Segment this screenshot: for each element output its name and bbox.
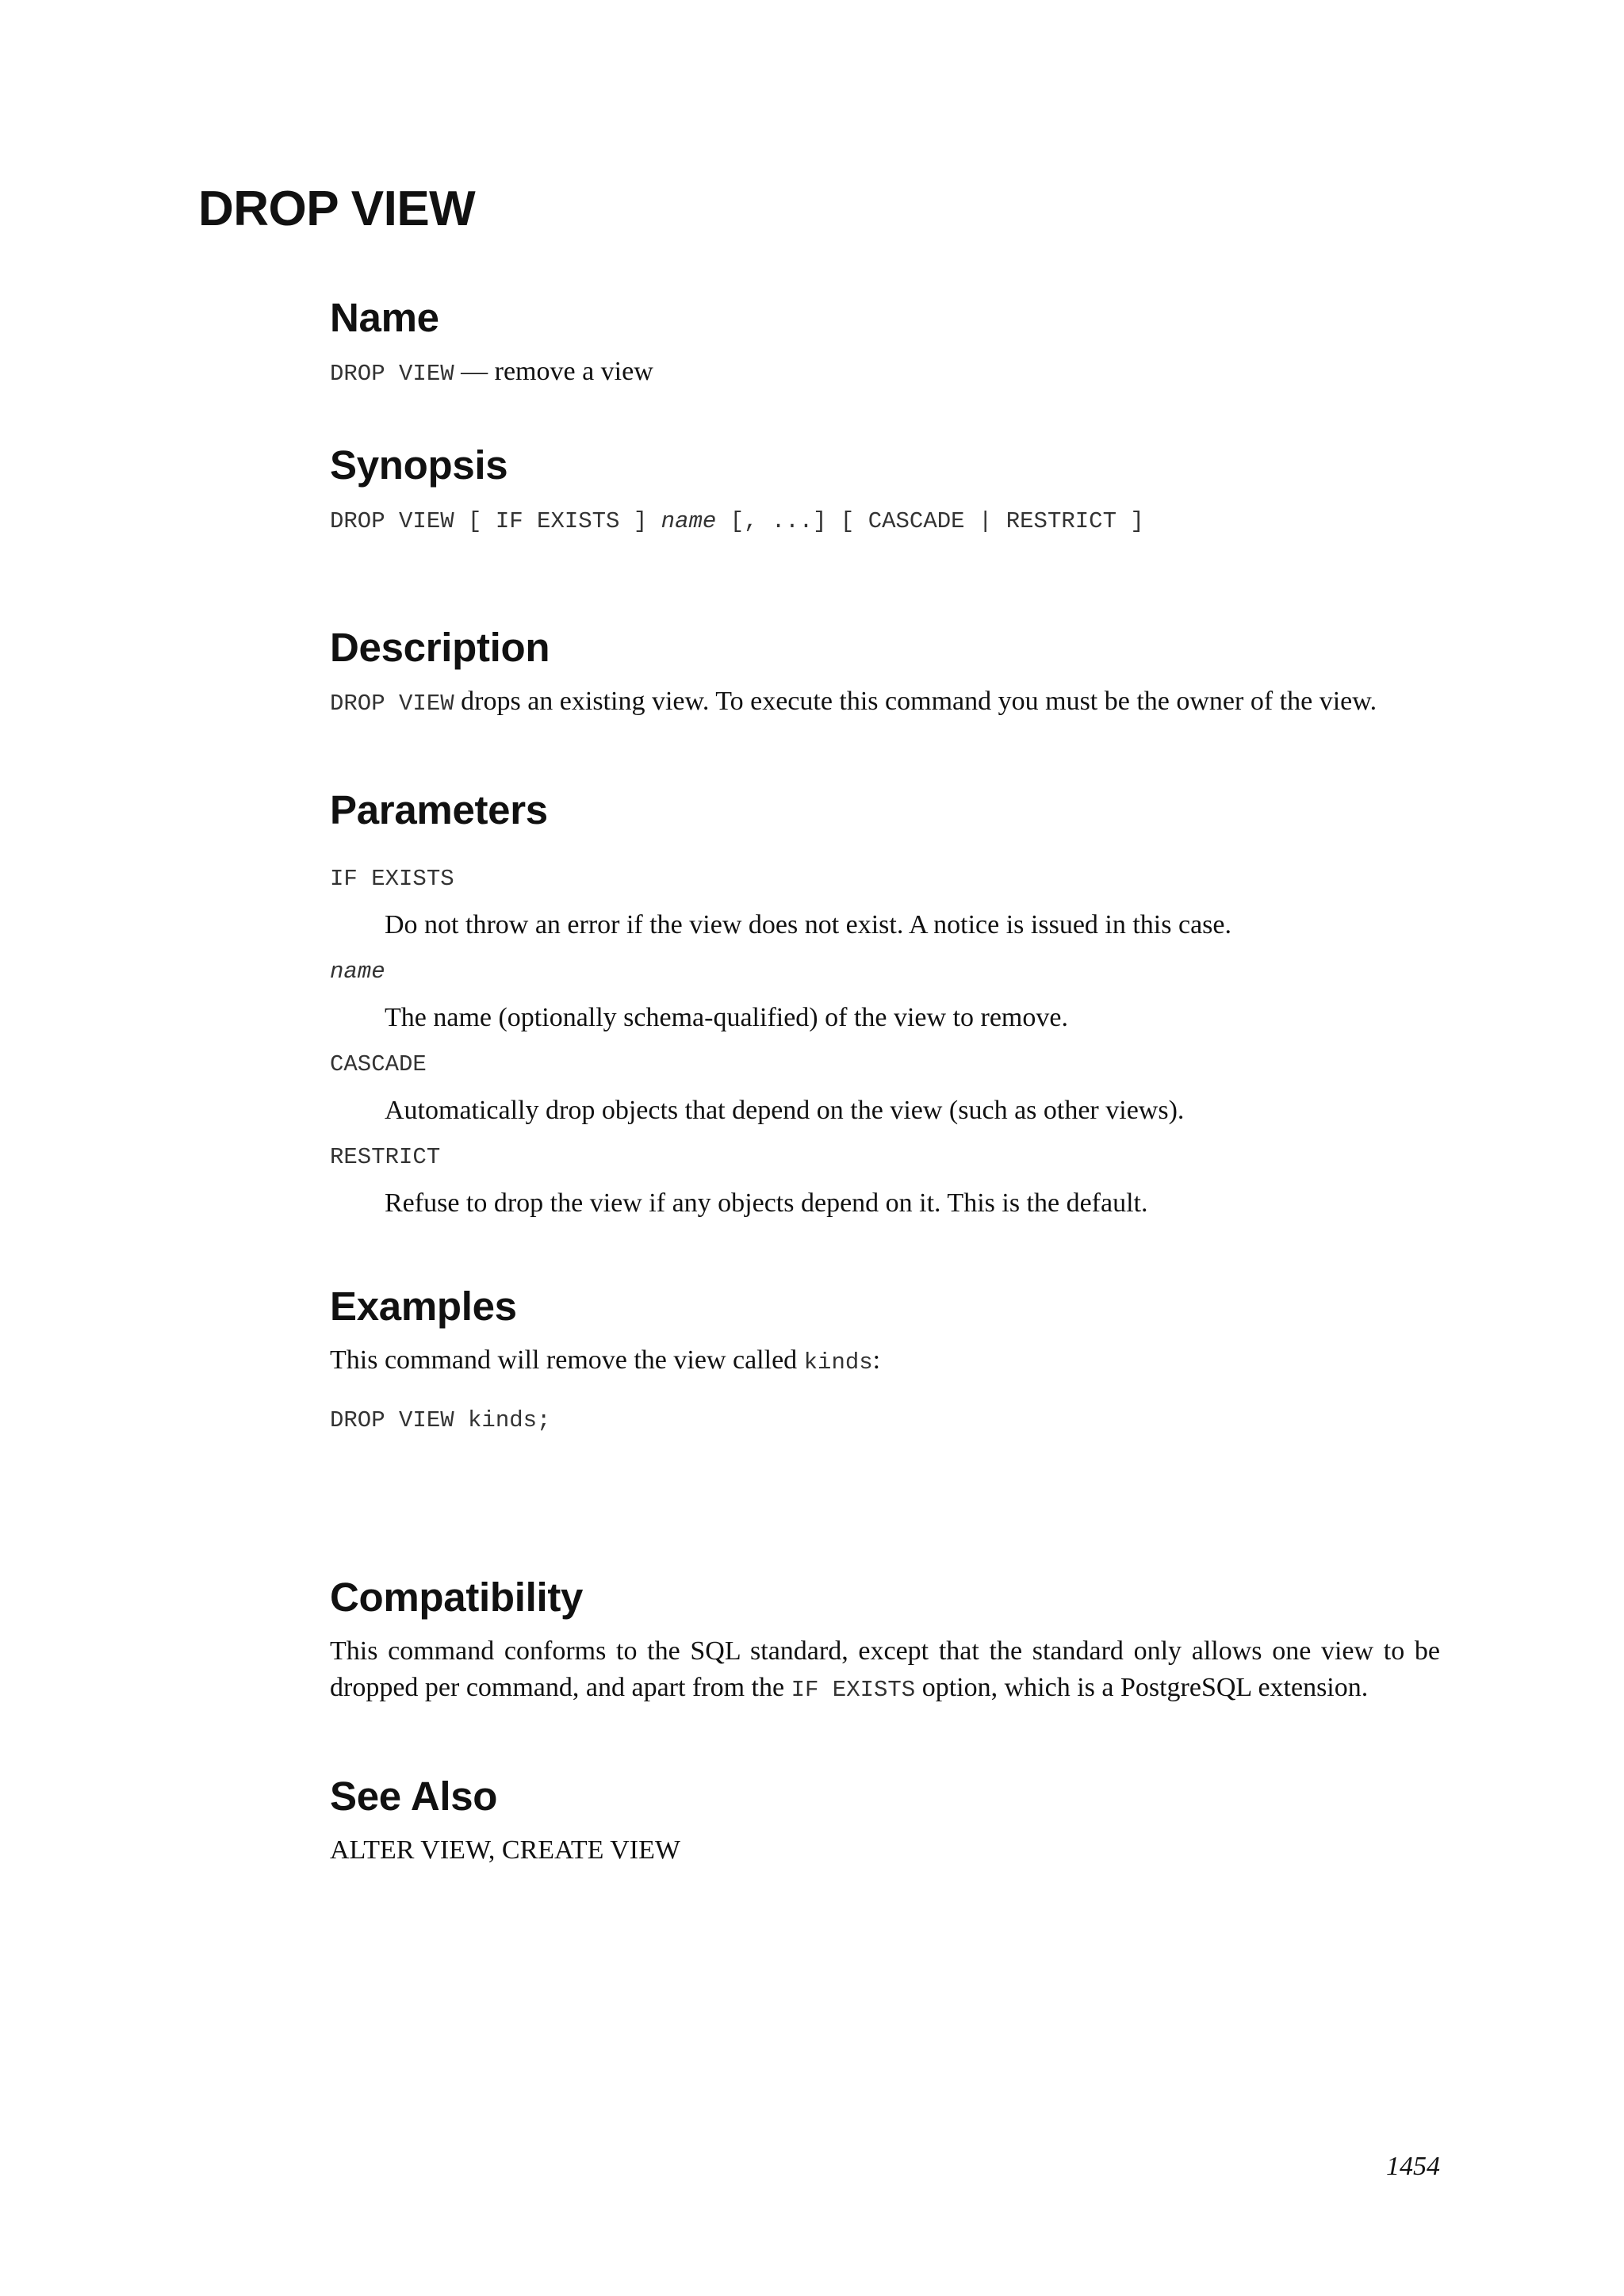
see-also-section — [330, 1772, 1440, 1869]
parameter-item — [330, 953, 1440, 1036]
description-body: drops an existing view. To execute this command you must be the owner of the view. — [454, 687, 1377, 716]
compatibility-heading: Compatibility — [330, 1575, 584, 1620]
page-number: 1454 — [1386, 2152, 1440, 2181]
examples-section — [330, 1282, 1440, 1437]
examples-heading: Examples — [330, 1284, 517, 1329]
name-section — [330, 293, 1440, 392]
examples-intro: This command will remove the view called kinds: — [330, 1345, 881, 1376]
description-command: DROP VIEW — [330, 691, 454, 717]
parameter-definition: Automatically drop objects that depend on the view (such as other views). — [385, 1096, 1185, 1125]
document-body — [330, 293, 1440, 1869]
description-section — [330, 623, 1440, 722]
synopsis-heading: Synopsis — [330, 442, 508, 488]
name-line — [330, 354, 1440, 392]
parameters-heading: Parameters — [330, 787, 548, 832]
parameter-definition: Do not throw an error if the view does not exist. A notice is issued in this case. — [385, 910, 1231, 939]
description-text — [330, 683, 1440, 722]
description-heading: Description — [330, 625, 550, 670]
synopsis-code-before: DROP VIEW [ IF EXISTS ] — [330, 508, 661, 534]
parameter-term: name — [330, 959, 385, 985]
page-title: DROP VIEW — [198, 182, 476, 236]
compatibility-section — [330, 1573, 1440, 1709]
name-command: DROP VIEW — [330, 361, 454, 387]
parameter-item — [330, 860, 1440, 943]
parameter-definition: Refuse to drop the view if any objects depend on it. This is the default. — [385, 1188, 1148, 1218]
parameter-item — [330, 1138, 1440, 1222]
name-heading: Name — [330, 295, 439, 340]
parameters-list — [330, 860, 1440, 1222]
examples-code: DROP VIEW kinds; — [330, 1407, 551, 1433]
parameter-item — [330, 1046, 1440, 1129]
synopsis-code — [330, 506, 1440, 538]
see-also-heading: See Also — [330, 1774, 498, 1819]
parameter-definition: The name (optionally schema-qualified) of the view to remove. — [385, 1003, 1068, 1032]
compatibility-text: This command conforms to the SQL standard, except that the standard only allows one view to be dropped per command, and apart from the IF EXISTS option, which is a PostgreSQL extension. — [330, 1636, 1440, 1703]
see-also-text: ALTER VIEW, CREATE VIEW — [330, 1835, 680, 1865]
parameter-term: RESTRICT — [330, 1144, 441, 1170]
parameters-section — [330, 786, 1440, 1222]
name-summary: — remove a view — [461, 357, 653, 386]
parameter-term: CASCADE — [330, 1051, 427, 1077]
examples-inline-code: kinds — [803, 1349, 873, 1376]
synopsis-param-name: name — [661, 508, 717, 534]
parameter-term: IF EXISTS — [330, 866, 454, 892]
compatibility-inline-code: IF EXISTS — [791, 1677, 916, 1703]
synopsis-section — [330, 441, 1440, 538]
synopsis-code-after: [, ...] [ CASCADE | RESTRICT ] — [716, 508, 1144, 534]
